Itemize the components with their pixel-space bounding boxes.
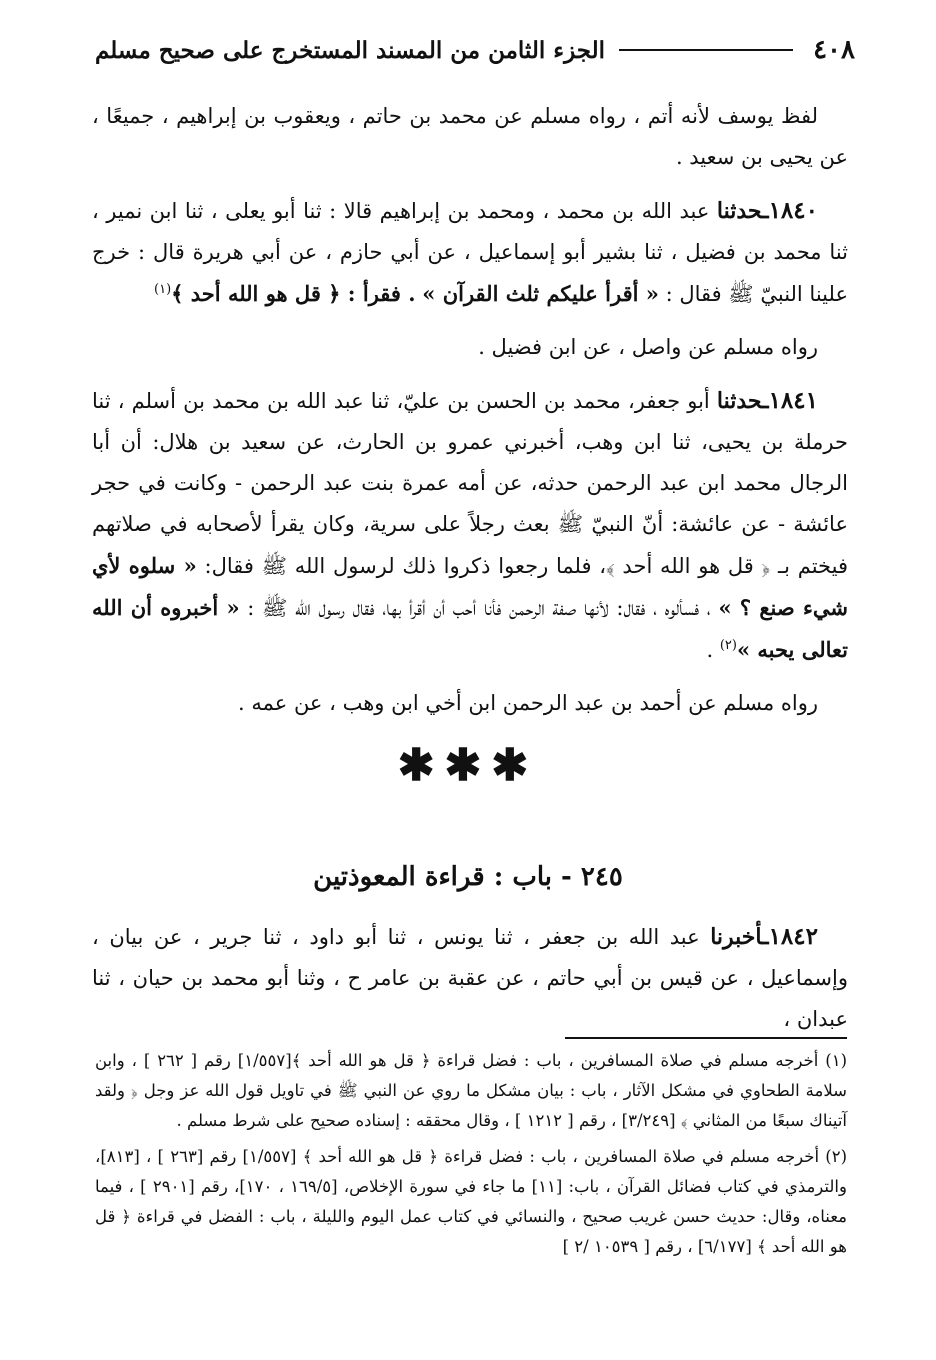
chapter-heading: [0, 862, 936, 892]
hadith-number: ١٨٤٢: [768, 923, 818, 950]
narration-keyword: حدثنا: [716, 198, 763, 224]
footnote-ref[interactable]: (٢): [719, 638, 737, 653]
narration-note: رواه مسلم عن أحمد بن عبد الرحمن ابن أخي ابن وهب ، عن عمه .: [237, 691, 818, 715]
footnote-rule: [565, 1037, 847, 1039]
quran-quote: . فقرأ : ﴿ قل هو الله أحد ﴾: [171, 281, 416, 306]
main-text-continued: [92, 916, 848, 1052]
hadith-1842: ١٨٤٢ـأخبرنا عبد الله بن جعفر ، ثنا يونس ، ثنا أبو داود ، ثنا جرير ، عن بيان ، وإسماعيل ، عن قيس بن أبي حاتم ، عن عقبة بن عامر ح ، وثنا أبو محمد بن حيان ، ثنا عبدان ،: [92, 923, 848, 1031]
sentence-end: .: [706, 638, 714, 662]
section-separator: ✱✱✱: [397, 740, 539, 791]
hadith-number: ١٨٤٠: [768, 197, 818, 224]
narration-keyword: حدثنا: [716, 388, 763, 414]
chapter-title: - باب : قراءة المعوذتين: [313, 862, 572, 892]
footnote-2: (٢) أخرجه مسلم في صلاة المسافرين ، باب : فضل قراءة ﴿ قل هو الله أحد ﴾ [١/٥٥٧] رقم [٢٦٣ ] ، [٨١٣]، والترمذي في كتاب فضائل القرآن ، باب: [١١] ما جاء في سورة الإخلاص، [١٦٩/٥ ، ١٧٠]، رقم [٢٩٠١ ] ، فيما معناه، وقال: حديث حسن غريب صحيح ، والنسائي في كتاب عمل اليوم والليلة ، باب : الفضل في قراءة ﴿ قل هو الله أحد ﴾ [٦/١٧٧] ، رقم [ ١٠٥٣٩ /٢ ]: [95, 1147, 847, 1256]
main-text: [92, 96, 848, 736]
matn-text: ، فسألوه ، فقال: لأنها صفة الرحمن فأنا أحب أن أقرأ بها، فقال رسول الله ﷺ :: [247, 596, 711, 620]
footnote-1: (١) أخرجه مسلم في صلاة المسافرين ، باب : فضل قراءة ﴿ قل هو الله أحد ﴾[١/٥٥٧] رقم [ ٢٦٢ ] ، وابن سلامة الطحاوي في مشكل الآثار ، باب : بيان مشكل ما روي عن النبي ﷺ في تاويل قول الله عز وجل ﴿ ولقد آتيناك سبعًا من المثاني ﴾ [٣/٢٤٩] ، رقم [ ١٢١٢ ] ، وقال محققه : إسناده صحيح على شرط مسلم .: [95, 1051, 847, 1130]
isnad-text: أبو جعفر، محمد بن الحسن بن عليّ، ثنا عبد الله بن محمد بن أسلم ، ثنا حرملة بن يحيى، ثنا ابن وهب، أخبرني عمرو بن الحارث، عن سعيد بن هلال: أن أبا الرجال محمد ابن عبد الرحمن حدثه، عن أمه عمرة بنت عبد الرحمن - وكانت في حجر عائشة - عن عائشة: أنّ النبيّ ﷺ بعث رجلاً على سرية، وكان يقرأ لأصحابه في صلاتهم فيختم بـ ﴿ قل هو الله أحد ﴾، فلما رجعوا ذكروا ذلك لرسول الله ﷺ فقال:: [92, 389, 848, 578]
running-header: [95, 28, 855, 72]
narration-note: رواه مسلم عن واصل ، عن ابن فضيل .: [478, 335, 818, 359]
isnad-text: عبد الله بن محمد ، ومحمد بن إبراهيم قالا : ثنا أبو يعلى ، ثنا ابن نمير ، ثنا محمد بن فضيل ، ثنا بشير أبو إسماعيل ، عن أبي حازم ، عن أبي هريرة قال : خرج علينا النبيّ ﷺ فقال :: [92, 199, 848, 306]
running-title: الجزء الثامن من المسند المستخرج على صحيح مسلم: [95, 36, 605, 64]
footnotes: [95, 1046, 847, 1268]
hadith-1841: ١٨٤١ـحدثنا أبو جعفر، محمد بن الحسن بن عليّ، ثنا عبد الله بن محمد بن أسلم ، ثنا حرملة بن يحيى، ثنا ابن وهب، أخبرني عمرو بن الحارث، عن سعيد بن هلال: أن أبا الرجال محمد ابن عبد الرحمن حدثه، عن أمه عمرة بنت عبد الرحمن - وكانت في حجر عائشة - عن عائشة: أنّ النبيّ ﷺ بعث رجلاً على سرية، وكان يقرأ لأصحابه في صلاتهم فيختم بـ ﴿ قل هو الله أحد ﴾، فلما رجعوا ذكروا ذلك لرسول الله ﷺ فقال: « سلوه لأي شيء صنع ؟ » ، فسألوه ، فقال: لأنها صفة الرحمن فأنا أحب أن أقرأ بها، فقال رسول الله ﷺ : « أخبروه أن الله تعالى يحبه »$^{(٢)}$ .: [92, 387, 848, 662]
hadith-number: ١٨٤١: [768, 387, 818, 414]
prophetic-quote: « سلوه لأي شيء صنع ؟ »: [92, 553, 848, 620]
prophetic-quote: « أخبروه أن الله تعالى يحبه »: [92, 595, 848, 662]
page-number: ٤٠٨: [813, 35, 855, 65]
continuation-paragraph: لفظ يوسف لأنه أتم ، رواه مسلم عن محمد بن حاتم ، ويعقوب بن إبراهيم ، جميعًا ، عن يحيى بن سعيد .: [92, 104, 848, 169]
footnote-ref[interactable]: (١): [154, 282, 172, 297]
narration-keyword: أخبرنا: [710, 924, 763, 950]
header-rule: [619, 49, 793, 51]
chapter-number: ٢٤٥: [580, 862, 623, 892]
hadith-1840: ١٨٤٠ـحدثنا عبد الله بن محمد ، ومحمد بن إبراهيم قالا : ثنا أبو يعلى ، ثنا ابن نمير ، ثنا محمد بن فضيل ، ثنا بشير أبو إسماعيل ، عن أبي حازم ، عن أبي هريرة قال : خرج علينا النبيّ ﷺ فقال : « أقرأ عليكم ثلث القرآن » . فقرأ : ﴿ قل هو الله أحد ﴾$^{(١)}$: [92, 197, 848, 306]
prophetic-quote: « أقرأ عليكم ثلث القرآن »: [422, 281, 659, 306]
isnad-text: عبد الله بن جعفر ، ثنا يونس ، ثنا أبو داود ، ثنا جرير ، عن بيان ، وإسماعيل ، عن قيس بن أبي حاتم ، عن عقبة بن عامر ح ، وثنا أبو محمد بن حيان ، ثنا عبدان ،: [92, 925, 848, 1031]
